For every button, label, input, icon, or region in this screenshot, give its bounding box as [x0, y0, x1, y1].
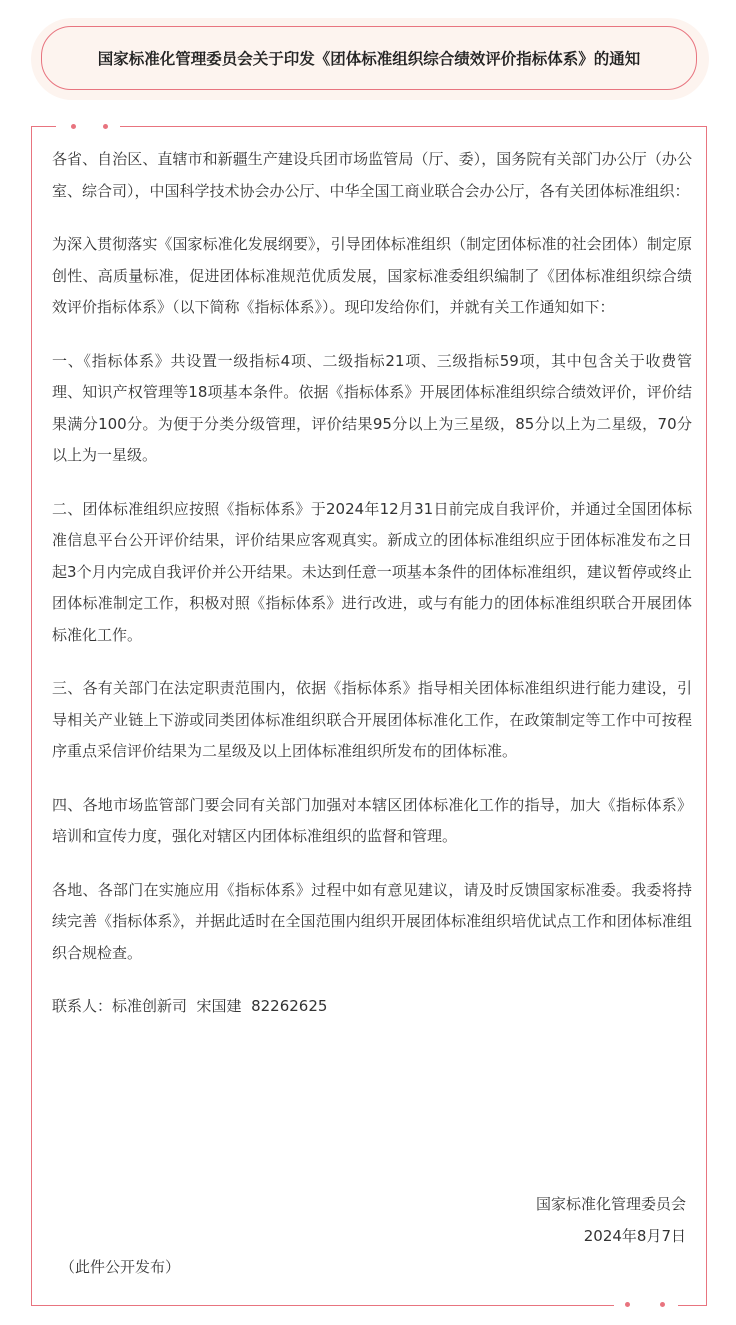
item-4-paragraph: 四、各地市场监管部门要会同有关部门加强对本辖区团体标准化工作的指导，加大《指标体系》培训和宣传力度，强化对辖区内团体标准组织的监督和管理。 [52, 795, 692, 845]
item-2-paragraph: 二、团体标准组织应按照《指标体系》于2024年12月31日前完成自我评价，并通过全国团体标准信息平台公开评价结果，评价结果应客观真实。新成立的团体标准组织应于团体标准发布之日起3个月内完成自我评价并公开结果。未达到任意一项基本条件的团体标准组织，建议暂停或终止团体标准制定工作，积极对照《指标体系》进行改进，或与有能力的团体标准组织联合开展团体标准化工作。 [52, 499, 692, 644]
frame-bottom-gap [614, 1302, 678, 1308]
issuer-signature: 国家标准化管理委员会 [535, 1195, 686, 1213]
addressee-paragraph: 各省、自治区、直辖市和新疆生产建设兵团市场监管局（厅、委），国务院有关部门办公厅（办公室、综合司），中国科学技术协会办公厅、中华全国工商业联合会办公厅，各有关团体标准组织： [52, 150, 692, 200]
item-3-paragraph: 三、各有关部门在法定职责范围内，依据《指标体系》指导相关团体标准组织进行能力建设，引导相关产业链上下游或同类团体标准组织联合开展团体标准化工作，在政策制定等工作中可按程序重点采信评价结果为二星级及以上团体标准组织所发布的团体标准。 [52, 679, 692, 760]
decor-dot [71, 124, 76, 129]
frame-top-gap [56, 124, 120, 129]
title-banner [41, 26, 697, 90]
notice-body [52, 144, 692, 1045]
intro-paragraph: 为深入贯彻落实《国家标准化发展纲要》，引导团体标准组织（制定团体标准的社会团体）制定原创性、高质量标准，促进团体标准规范优质发展，国家标准委组织编制了《团体标准组织综合绩效评价指标体系》（以下简称《指标体系》）。现印发给你们，并就有关工作通知如下： [52, 235, 692, 316]
publication-note: （此件公开发布） [60, 1258, 181, 1276]
contact-line: 联系人：标准创新司 宋国建 82262625 [52, 997, 328, 1015]
issue-date: 2024年8月7日 [583, 1227, 686, 1245]
item-1-paragraph: 一、《指标体系》共设置一级指标4项、二级指标21项、三级指标59项，其中包含关于收费管理、知识产权管理等18项基本条件。依据《指标体系》开展团体标准组织综合绩效评价，评价结果满分100分。为便于分类分级管理，评价结果95分以上为三星级，85分以上为二星级，70分以上为一星级。 [52, 351, 692, 464]
page-title: 国家标准化管理委员会关于印发《团体标准组织综合绩效评价指标体系》的通知 [97, 50, 641, 68]
decor-dot [103, 124, 108, 129]
feedback-paragraph: 各地、各部门在实施应用《指标体系》过程中如有意见建议，请及时反馈国家标准委。我委将持续完善《指标体系》，并据此适时在全国范围内组织开展团体标准组织培优试点工作和团体标准组织合规检查。 [52, 880, 692, 962]
decor-dot [660, 1302, 665, 1307]
decor-dot [625, 1302, 630, 1307]
